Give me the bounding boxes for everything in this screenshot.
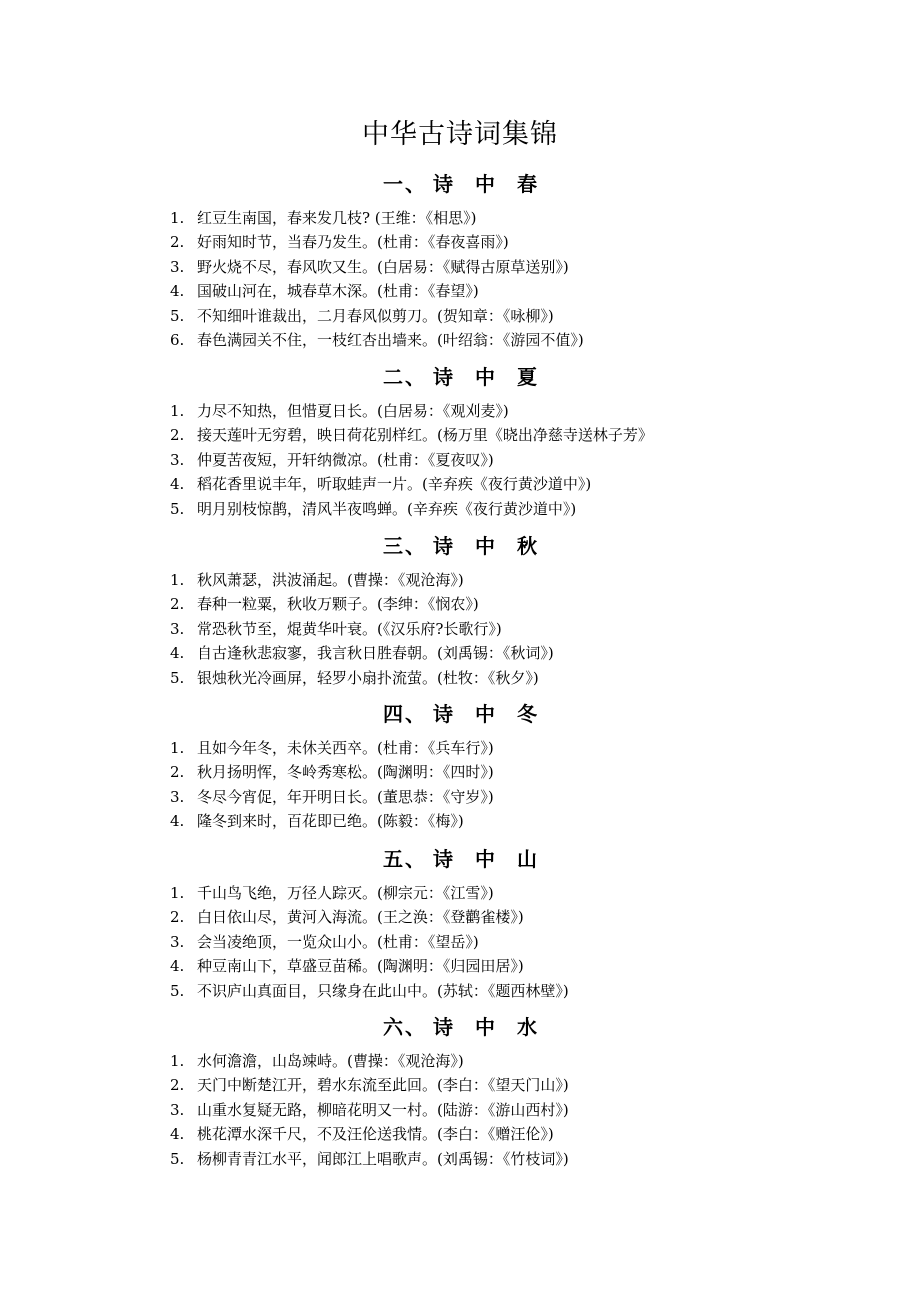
- poem-list: [170, 399, 653, 521]
- line-number: 4.: [170, 475, 185, 494]
- line-text: 银烛秋光冷画屏，轻罗小扇扑流萤。(杜牧：《秋夕》): [197, 668, 539, 687]
- line-number: 3.: [170, 450, 185, 469]
- heading-char: 山: [517, 847, 537, 871]
- section-heading: [170, 698, 750, 730]
- line-number: 1.: [170, 1052, 185, 1070]
- section-heading: [170, 530, 750, 562]
- line-number: 5.: [170, 981, 185, 1000]
- line-number: 4.: [170, 644, 185, 663]
- line-text: 白日依山尽，黄河入海流。(王之涣：《登鹳雀楼》): [197, 908, 524, 927]
- poem-line: [170, 279, 584, 303]
- line-number: 4.: [170, 1125, 185, 1144]
- section-heading: [170, 361, 750, 393]
- heading-char: 中: [475, 1015, 495, 1039]
- line-number: 2.: [170, 233, 185, 252]
- heading-char: 诗: [433, 534, 453, 558]
- poem-list: [170, 1049, 569, 1171]
- line-text: 不识庐山真面目，只缘身在此山中。(苏轼：《题西林壁》): [197, 981, 569, 1000]
- line-text: 仲夏苦夜短，开轩纳微凉。(杜甫：《夏夜叹》): [197, 450, 494, 469]
- poem-line: [170, 255, 584, 279]
- poem-line: [170, 472, 653, 496]
- section-heading: [170, 843, 750, 875]
- poem-line: [170, 1122, 569, 1146]
- heading-char: 秋: [517, 534, 537, 558]
- poem-line: [170, 448, 653, 472]
- line-text: 种豆南山下，草盛豆苗稀。(陶渊明：《归园田居》): [197, 957, 524, 976]
- line-number: 2.: [170, 1076, 185, 1095]
- line-number: 4.: [170, 957, 185, 976]
- section-number: 三、: [383, 534, 427, 558]
- poem-list: [170, 206, 584, 352]
- heading-char: 夏: [517, 365, 537, 389]
- line-text: 不知细叶谁裁出，二月春风似剪刀。(贺知章：《咏柳》): [197, 306, 554, 325]
- poem-list: [170, 568, 554, 690]
- line-number: 2.: [170, 763, 185, 782]
- heading-char: 冬: [517, 702, 537, 726]
- poem-line: [170, 809, 494, 833]
- poem-line: [170, 568, 554, 592]
- line-text: 杨柳青青江水平，闻郎江上唱歌声。(刘禹锡：《竹枝词》): [197, 1149, 569, 1168]
- poem-line: [170, 423, 653, 447]
- line-text: 会当凌绝顶，一览众山小。(杜甫：《望岳》): [197, 932, 479, 951]
- poem-line: [170, 760, 494, 784]
- line-text: 常恐秋节至，焜黄华叶衰。(《汉乐府?长歌行》): [197, 619, 502, 638]
- line-text: 水何澹澹，山岛竦峙。(曹操：《观沧海》): [197, 1052, 464, 1070]
- line-text: 冬尽今宵促，年开明日长。(董思恭：《守岁》): [197, 787, 494, 806]
- heading-char: 水: [517, 1015, 537, 1039]
- line-number: 3.: [170, 1100, 185, 1119]
- heading-char: 中: [475, 847, 495, 871]
- line-number: 2.: [170, 595, 185, 614]
- line-number: 1.: [170, 402, 185, 420]
- section-heading: [170, 1011, 750, 1043]
- poem-line: [170, 641, 554, 665]
- heading-char: 中: [475, 702, 495, 726]
- line-text: 好雨知时节，当春乃发生。(杜甫：《春夜喜雨》): [197, 233, 509, 252]
- line-text: 秋月扬明恽，冬岭秀寒松。(陶渊明：《四时》): [197, 763, 494, 782]
- line-text: 稻花香里说丰年，听取蛙声一片。(辛弃疾《夜行黄沙道中》): [197, 475, 592, 494]
- line-text: 秋风萧瑟，洪波涌起。(曹操：《观沧海》): [197, 571, 464, 589]
- poem-line: [170, 1147, 569, 1171]
- line-text: 明月别枝惊鹊，清风半夜鸣蝉。(辛弃疾《夜行黄沙道中》): [197, 499, 577, 518]
- line-number: 3.: [170, 257, 185, 276]
- heading-char: 诗: [433, 847, 453, 871]
- line-number: 6.: [170, 330, 185, 349]
- document-title: 中华古诗词集锦: [362, 119, 558, 150]
- line-number: 4.: [170, 812, 185, 831]
- heading-char: 中: [475, 365, 495, 389]
- section-number: 四、: [383, 702, 427, 726]
- line-number: 1.: [170, 739, 185, 757]
- heading-char: 春: [517, 172, 537, 196]
- line-number: 5.: [170, 668, 185, 687]
- poem-line: [170, 328, 584, 352]
- poem-line: [170, 399, 653, 423]
- line-number: 2.: [170, 908, 185, 927]
- poem-line: [170, 930, 569, 954]
- poem-line: [170, 954, 569, 978]
- poem-line: [170, 617, 554, 641]
- line-text: 山重水复疑无路，柳暗花明又一村。(陆游：《游山西村》): [197, 1100, 569, 1119]
- line-number: 1.: [170, 571, 185, 589]
- heading-char: 中: [475, 534, 495, 558]
- section-number: 五、: [383, 847, 427, 871]
- line-text: 野火烧不尽，春风吹又生。(白居易：《赋得古原草送别》): [197, 257, 569, 276]
- line-number: 4.: [170, 282, 185, 301]
- heading-char: 诗: [433, 172, 453, 196]
- section-number: 一、: [383, 172, 427, 196]
- heading-char: 中: [475, 172, 495, 196]
- line-text: 天门中断楚江开，碧水东流至此回。(李白：《望天门山》): [197, 1076, 569, 1095]
- line-text: 且如今年冬，未休关西卒。(杜甫：《兵车行》): [197, 739, 494, 757]
- poem-line: [170, 736, 494, 760]
- line-number: 2.: [170, 426, 185, 445]
- line-text: 自古逢秋悲寂寥，我言秋日胜春朝。(刘禹锡：《秋词》): [197, 644, 554, 663]
- heading-char: 诗: [433, 365, 453, 389]
- heading-char: 诗: [433, 1015, 453, 1039]
- poem-line: [170, 1073, 569, 1097]
- poem-line: [170, 905, 569, 929]
- line-number: 3.: [170, 787, 185, 806]
- poem-line: [170, 206, 584, 230]
- poem-line: [170, 785, 494, 809]
- poem-list: [170, 881, 569, 1003]
- section-number: 六、: [383, 1015, 427, 1039]
- poem-list: [170, 736, 494, 834]
- poem-line: [170, 1049, 569, 1073]
- poem-line: [170, 230, 584, 254]
- line-number: 3.: [170, 932, 185, 951]
- line-text: 力尽不知热，但惜夏日长。(白居易：《观刈麦》): [197, 402, 509, 420]
- poem-line: [170, 979, 569, 1003]
- line-number: 5.: [170, 306, 185, 325]
- line-text: 隆冬到来时，百花即已绝。(陈毅：《梅》): [197, 812, 464, 831]
- heading-char: 诗: [433, 702, 453, 726]
- line-number: 1.: [170, 884, 185, 902]
- line-number: 3.: [170, 619, 185, 638]
- line-text: 春种一粒粟，秋收万颗子。(李绅：《悯农》): [197, 595, 479, 614]
- poem-line: [170, 497, 653, 521]
- line-number: 1.: [170, 209, 185, 227]
- line-text: 千山鸟飞绝，万径人踪灭。(柳宗元：《江雪》): [197, 884, 494, 902]
- poem-line: [170, 1098, 569, 1122]
- line-text: 桃花潭水深千尺，不及汪伦送我情。(李白：《赠汪伦》): [197, 1125, 554, 1144]
- poem-line: [170, 304, 584, 328]
- line-text: 红豆生南国，春来发几枝? (王维：《相思》): [197, 209, 477, 227]
- line-number: 5.: [170, 1149, 185, 1168]
- line-number: 5.: [170, 499, 185, 518]
- poem-line: [170, 666, 554, 690]
- section-number: 二、: [383, 365, 427, 389]
- line-text: 接天莲叶无穷碧，映日荷花别样红。(杨万里《晓出净慈寺送林子芳》: [197, 426, 653, 445]
- line-text: 国破山河在，城春草木深。(杜甫：《春望》): [197, 282, 479, 301]
- line-text: 春色满园关不住，一枝红杏出墙来。(叶绍翁：《游园不值》): [197, 330, 584, 349]
- section-heading: [170, 168, 750, 200]
- poem-line: [170, 881, 569, 905]
- poem-line: [170, 592, 554, 616]
